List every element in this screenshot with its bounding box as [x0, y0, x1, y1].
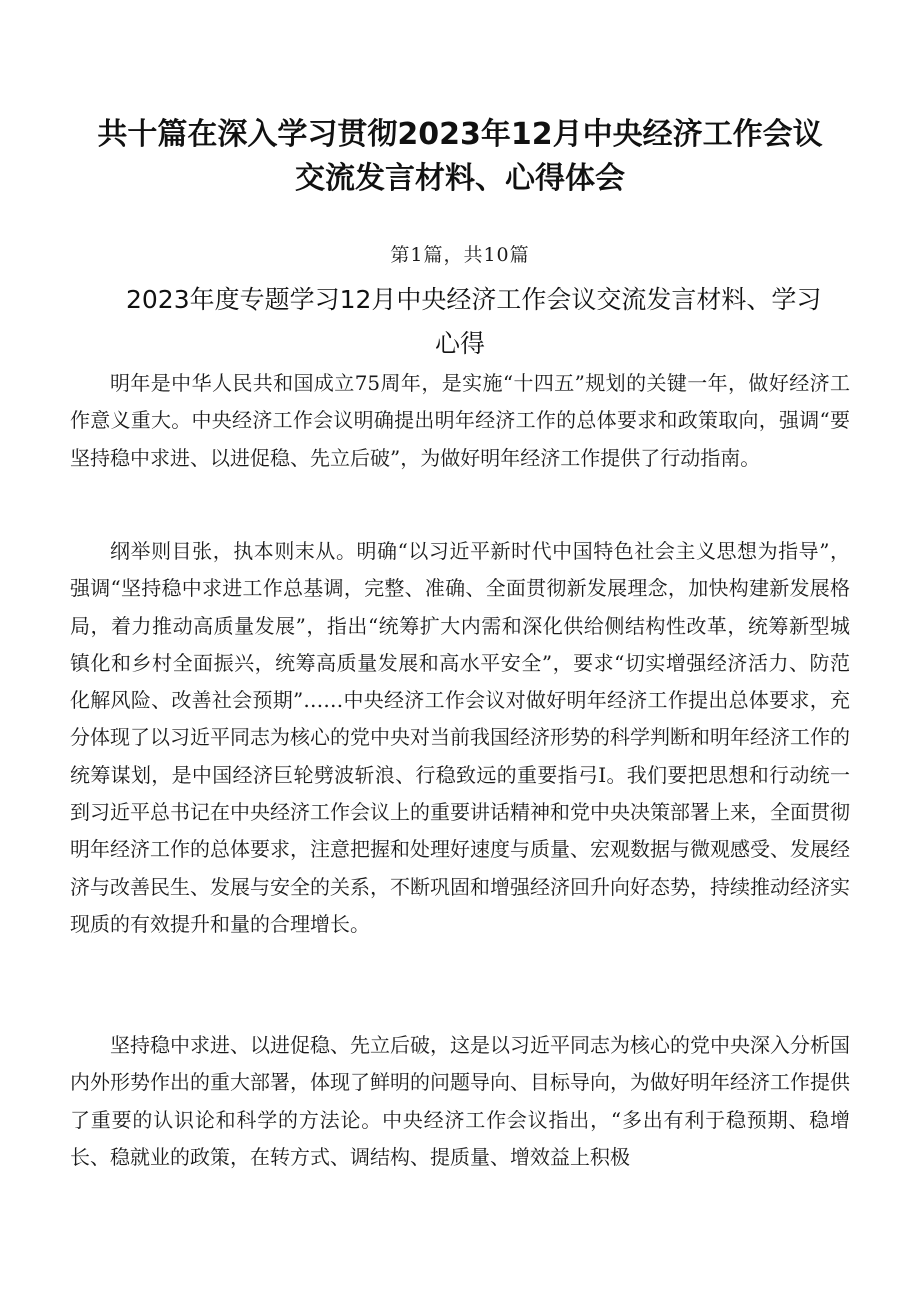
document-title-line-1: 共十篇在深入学习贯彻2023年12月中央经济工作会议	[97, 117, 823, 152]
paragraph-2: 纲举则目张，执本则末从。明确“以习近平新时代中国特色社会主义思想为指导”，强调“坚持稳中求进工作总基调，完整、准确、全面贯彻新发展理念，加快构建新发展格局，着力推动高质量发展”，指出“统筹扩大内需和深化供给侧结构性改革，统筹新型城镇化和乡村全面振兴，统筹高质量发展和高水平安全”，要求“切实增强经济活力、防范化解风险、改善社会预期”……中央经济工作会议对做好明年经济工作提出总体要求，充分体现了以习近平同志为核心的党中央对当前我国经济形势的科学判断和明年经济工作的统筹谋划，是中国经济巨轮劈波斩浪、行稳致远的重要指弓I。我们要把思想和行动统一到习近平总书记在中央经济工作会议上的重要讲话精神和党中央决策部署上来，全面贯彻明年经济工作的总体要求，注意把握和处理好速度与质量、宏观数据与微观感受、发展经济与改善民生、发展与安全的关系，不断巩固和增强经济回升向好态势，持续推动经济实现质的有效提升和量的合理增长。	[70, 539, 850, 936]
document-title-line-2: 交流发言材料、心得体会	[295, 161, 625, 196]
paragraph-1: 明年是中华人民共和国成立75周年，是实施“十四五”规划的关键一年，做好经济工作意义重大。中央经济工作会议明确提出明年经济工作的总体要求和政策取向，强调“要坚持稳中求进、以进促稳、先立后破”，为做好明年经济工作提供了行动指南。	[70, 371, 850, 470]
part-label: 第1篇，共10篇	[390, 244, 530, 266]
paragraph-3: 坚持稳中求进、以进促稳、先立后破，这是以习近平同志为核心的党中央深入分析国内外形势作出的重大部署，体现了鲜明的问题导向、目标导向，为做好明年经济工作提供了重要的认识论和科学的方法论。中央经济工作会议指出，“多出有利于稳预期、稳增长、稳就业的政策，在转方式、调结构、提质量、增效益上积极	[70, 1033, 850, 1169]
article-title-line-1: 2023年度专题学习12月中央经济工作会议交流发言材料、学习	[126, 285, 822, 314]
article-title-line-2: 心得	[434, 329, 485, 358]
